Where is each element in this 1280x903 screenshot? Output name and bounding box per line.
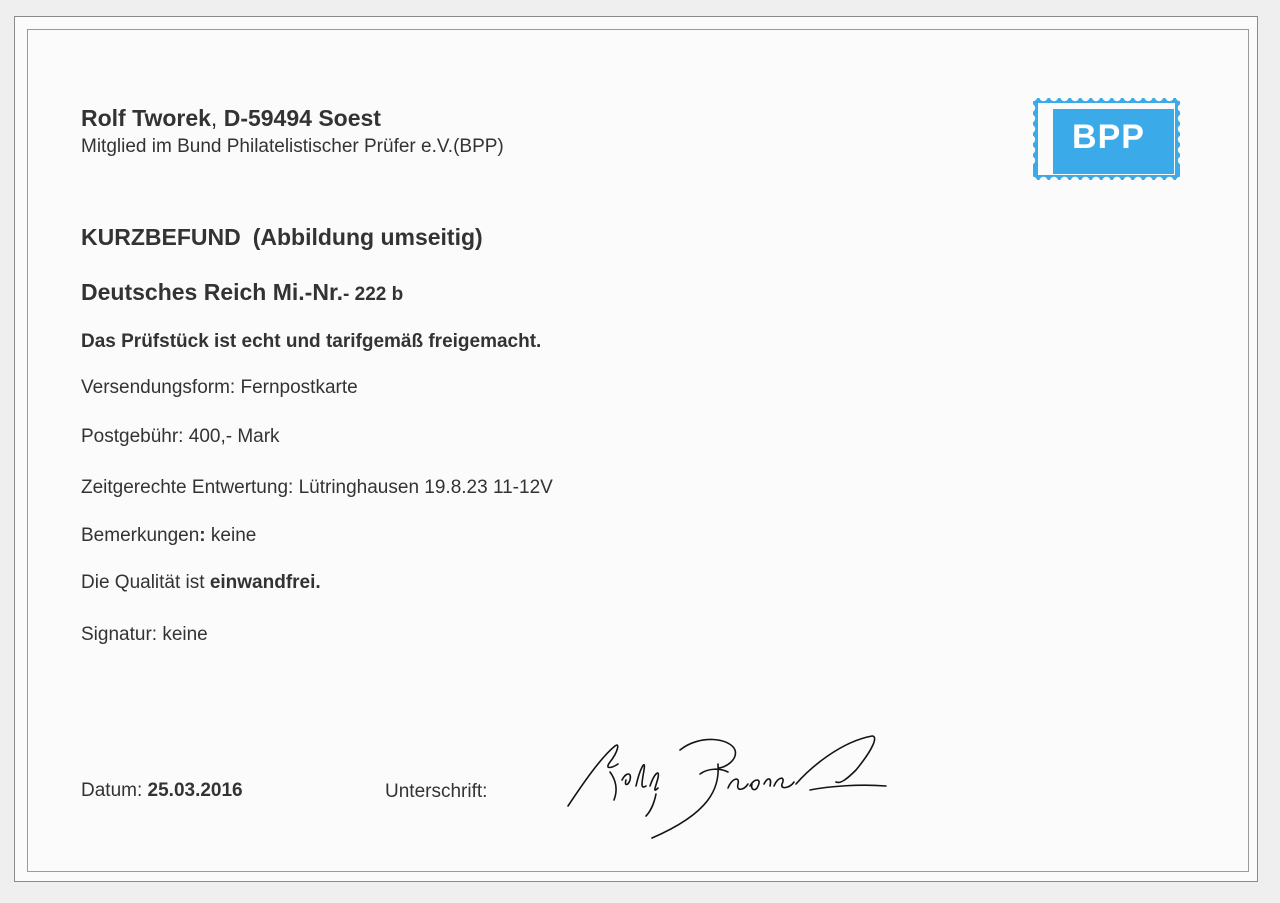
- detail-colon: :: [199, 525, 206, 546]
- expert-name-line: [81, 107, 381, 130]
- detail-label: Signatur:: [81, 624, 158, 645]
- verdict-text: Das Prüfstück ist echt und tarifgemäß freigemacht.: [81, 331, 542, 352]
- detail-value: keine: [210, 525, 257, 546]
- detail-row-bemerkungen: [81, 526, 256, 545]
- date-line: [81, 781, 243, 800]
- date-label: Datum:: [81, 780, 143, 801]
- expert-name-separator: ,: [210, 105, 218, 131]
- detail-value: keine: [162, 624, 208, 645]
- bpp-logo-text: BPP: [1072, 118, 1145, 156]
- detail-row-signatur: [81, 625, 208, 644]
- stamp-catalogue-line: [81, 281, 403, 304]
- handwritten-signature: [560, 728, 900, 848]
- date-value: 25.03.2016: [147, 780, 243, 801]
- stamp-number: - 222 b: [343, 284, 404, 305]
- detail-value: Lütringhausen 19.8.23 11-12V: [298, 477, 553, 498]
- expert-membership: Mitglied im Bund Philatelistischer Prüfer e.V.(BPP): [81, 136, 504, 157]
- detail-row-postgebuehr: [81, 427, 280, 446]
- expert-location: D-59494 Soest: [223, 105, 381, 131]
- detail-value: Fernpostkarte: [240, 377, 358, 398]
- detail-value: 400,- Mark: [188, 426, 280, 447]
- detail-label: Versendungsform:: [81, 377, 236, 398]
- detail-label: Die Qualität ist: [81, 572, 205, 593]
- stamp-label: Deutsches Reich Mi.-Nr.: [81, 279, 344, 305]
- expert-name: Rolf Tworek: [81, 105, 211, 131]
- heading-subtitle: (Abbildung umseitig): [252, 224, 483, 250]
- detail-row-qualitaet: [81, 573, 321, 592]
- signature-label: Unterschrift:: [385, 781, 488, 802]
- detail-row-entwertung: [81, 478, 553, 497]
- detail-label: Postgebühr:: [81, 426, 184, 447]
- detail-label: Zeitgerechte Entwertung:: [81, 477, 294, 498]
- detail-row-versendungsform: [81, 378, 358, 397]
- document-heading: [81, 226, 483, 249]
- detail-value: einwandfrei.: [209, 572, 321, 593]
- heading-title: KURZBEFUND: [81, 224, 241, 250]
- detail-label: Bemerkungen: [81, 525, 200, 546]
